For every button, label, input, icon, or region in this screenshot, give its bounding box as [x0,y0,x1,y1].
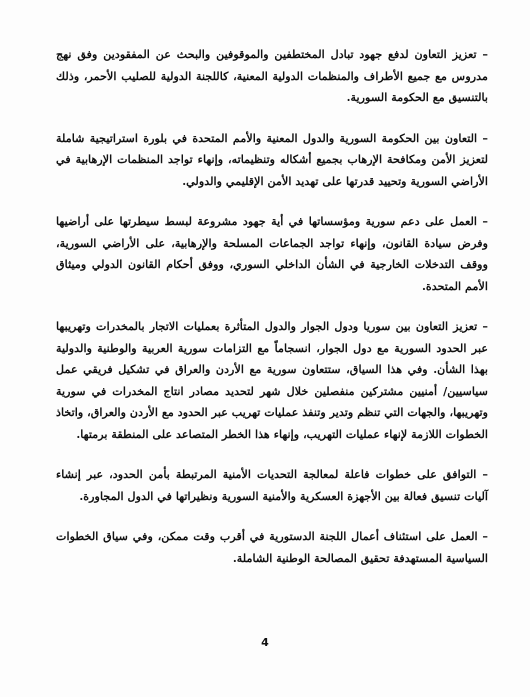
paragraph-drug-trafficking: – تعزيز التعاون بين سوريا ودول الجوار والدول المتأثرة بعمليات الاتجار بالمخدرات وتهريبها عبر الحدود السورية مع دول الجوار، انسجاماً مع التزامات سورية العربية والوطنية والدولية بهذا الشأن. وفي هذا السياق، ستتعاون سورية مع الأردن والعراق في تشكيل فريقي عمل سياسيين/ أمنيين مشتركين منفصلين خلال شهر لتحديد مصادر انتاج المخدرات في سورية وتهريبها، والجهات التي تنظم وتدير وتنفذ عمليات تهريب عبر الحدود مع الأردن والعراق، واتخاذ الخطوات اللازمة لإنهاء عمليات التهريب، وإنهاء هذا الخطر المتصاعد على المنطقة برمتها. [56,319,488,441]
page-number: 4 [261,636,269,649]
paragraph-sovereignty: – العمل على دعم سورية ومؤسساتها في أية جهود مشروعة لبسط سيطرتها على أراضيها وفرض سيادة القانون، وإنهاء تواجد الجماعات المسلحة والإرهابية، على الأراضي السورية، ووقف التدخلات الخارجية في الشأن الداخلي السوري، ووفق أحكام القانون الدولي وميثاق الأمم المتحدة. [56,214,488,293]
paragraph-prisoner-exchange: – تعزيز التعاون لدفع جهود تبادل المختطفين والموقوفين والبحث عن المفقودين وفق نهج مدروس مع جميع الأطراف والمنظمات الدولية المعنية، كاللجنة الدولية للصليب الأحمر، وذلك بالتنسيق مع الحكومة السورية. [56,47,488,104]
paragraph-constitutional-committee: – العمل على استئناف أعمال اللجنة الدستورية في أقرب وقت ممكن، وفي سياق الخطوات السياسية المستهدفة تحقيق المصالحة الوطنية الشاملة. [56,529,488,565]
paragraph-counter-terrorism: – التعاون بين الحكومة السورية والدول المعنية والأمم المتحدة في بلورة استراتيجية شاملة لتعزيز الأمن ومكافحة الإرهاب بجميع أشكاله وتنظيماته، وإنهاء تواجد المنظمات الإرهابية في الأراضي السورية وتحييد قدرتها على تهديد الأمن الإقليمي والدولي. [56,130,488,188]
paragraph-border-security: – التوافق على خطوات فاعلة لمعالجة التحديات الأمنية المرتبطة بأمن الحدود، عبر إنشاء آليات تنسيق فعالة بين الأجهزة العسكرية والأمنية السورية ونظيراتها في الدول المجاورة. [56,467,488,503]
document-body [56,44,488,588]
